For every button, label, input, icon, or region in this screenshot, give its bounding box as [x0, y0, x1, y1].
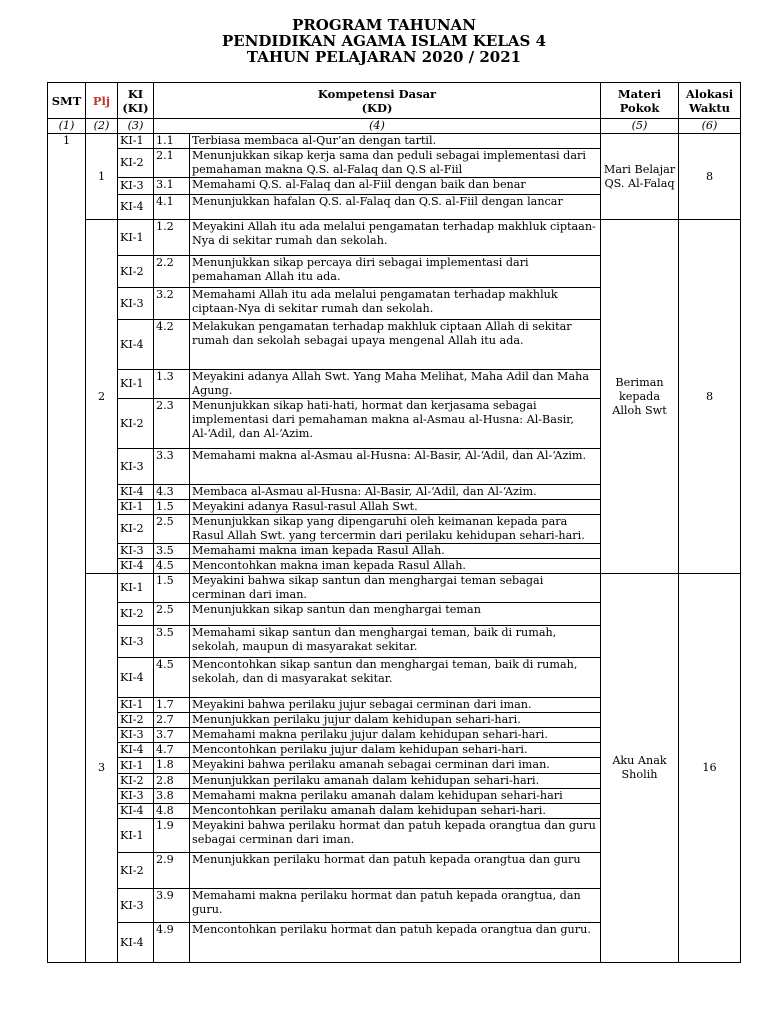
kd-text-cell: Meyakini bahwa perilaku amanah sebagai cerminan dari iman. — [190, 758, 601, 774]
kd-text-cell: Menunjukkan perilaku jujur dalam kehidupan sehari-hari. — [190, 713, 601, 728]
kd-text-cell: Memahami makna perilaku hormat dan patuh kepada orangtua, dan guru. — [190, 889, 601, 923]
kd-text-cell: Meyakini adanya Allah Swt. Yang Maha Melihat, Maha Adil dan Maha Agung. — [190, 370, 601, 399]
header-ki-line1: KI — [127, 86, 144, 101]
header-alokasi-line1: Alokasi — [685, 86, 734, 101]
kd-text-cell: Meyakini adanya Rasul-rasul Allah Swt. — [190, 500, 601, 515]
numbering-cell: (4) — [154, 119, 601, 134]
kd-number-cell: 4.2 — [154, 320, 190, 370]
materi-cell: Mari Belajar QS. Al-Falaq — [601, 134, 679, 220]
header-kd — [154, 83, 601, 119]
kd-number-cell: 4.3 — [154, 485, 190, 500]
alokasi-cell: 16 — [679, 574, 741, 963]
ki-cell: KI-4 — [118, 485, 154, 500]
ki-cell: KI-2 — [118, 515, 154, 544]
kd-number-cell: 4.9 — [154, 923, 190, 963]
ki-cell: KI-3 — [118, 889, 154, 923]
ki-cell: KI-1 — [118, 574, 154, 603]
kd-text-cell: Memahami makna iman kepada Rasul Allah. — [190, 544, 601, 559]
kd-number-cell: 3.5 — [154, 544, 190, 559]
alokasi-cell: 8 — [679, 220, 741, 574]
kd-text-cell: Mencontohkan perilaku jujur dalam kehidupan sehari-hari. — [190, 743, 601, 758]
table-row — [48, 574, 741, 603]
kd-number-cell: 4.1 — [154, 195, 190, 220]
kd-number-cell: 4.7 — [154, 743, 190, 758]
numbering-row — [48, 119, 741, 134]
ki-cell: KI-3 — [118, 288, 154, 320]
header-ki-line2: (KI) — [122, 100, 149, 115]
ki-cell: KI-3 — [118, 544, 154, 559]
semester-cell: 1 — [48, 134, 86, 963]
kd-number-cell: 1.1 — [154, 134, 190, 149]
ki-cell: KI-1 — [118, 758, 154, 774]
ki-cell: KI-4 — [118, 559, 154, 574]
kd-number-cell: 4.5 — [154, 658, 190, 698]
kd-number-cell: 2.2 — [154, 256, 190, 288]
table-row — [48, 134, 741, 149]
header-smt: SMT — [48, 83, 86, 119]
lesson-number-cell: 1 — [86, 134, 118, 220]
numbering-cell: (2) — [86, 119, 118, 134]
title-line-2: PENDIDIKAN AGAMA ISLAM KELAS 4 — [221, 32, 547, 50]
header-kd-line2: (KD) — [361, 100, 393, 115]
kd-number-cell: 1.5 — [154, 574, 190, 603]
numbering-cell: (5) — [601, 119, 679, 134]
ki-cell: KI-4 — [118, 658, 154, 698]
kd-number-cell: 2.1 — [154, 149, 190, 178]
kd-number-cell: 1.7 — [154, 698, 190, 713]
kd-text-cell: Meyakini bahwa perilaku hormat dan patuh kepada orangtua dan guru sebagai cerminan dari iman. — [190, 819, 601, 853]
kd-text-cell: Terbiasa membaca al-Qur’an dengan tartil. — [190, 134, 601, 149]
kd-text-cell: Menunjukkan sikap santun dan menghargai teman — [190, 603, 601, 626]
title-line-1: PROGRAM TAHUNAN — [292, 16, 476, 34]
numbering-cell: (6) — [679, 119, 741, 134]
numbering-cell: (3) — [118, 119, 154, 134]
header-alokasi-line2: Waktu — [688, 100, 730, 115]
kd-text-cell: Menunjukkan sikap kerja sama dan peduli sebagai implementasi dari pemahaman makna Q.S. al-Falaq dan Q.S al-Fiil — [190, 149, 601, 178]
ki-cell: KI-3 — [118, 789, 154, 804]
ki-cell: KI-3 — [118, 449, 154, 485]
kd-number-cell: 2.7 — [154, 713, 190, 728]
ki-cell: KI-2 — [118, 713, 154, 728]
ki-cell: KI-1 — [118, 698, 154, 713]
kd-text-cell: Mencontohkan makna iman kepada Rasul Allah. — [190, 559, 601, 574]
header-materi — [601, 83, 679, 119]
kd-number-cell: 2.3 — [154, 399, 190, 449]
kd-text-cell: Memahami makna perilaku jujur dalam kehidupan sehari-hari. — [190, 728, 601, 743]
header-ki — [118, 83, 154, 119]
kd-text-cell: Memahami makna perilaku amanah dalam kehidupan sehari-hari — [190, 789, 601, 804]
numbering-cell: (1) — [48, 119, 86, 134]
ki-cell: KI-3 — [118, 178, 154, 195]
kd-number-cell: 1.2 — [154, 220, 190, 256]
kd-number-cell: 2.5 — [154, 515, 190, 544]
kd-text-cell: Melakukan pengamatan terhadap makhluk ciptaan Allah di sekitar rumah dan sekolah sebagai upaya mengenal Allah itu ada. — [190, 320, 601, 370]
kd-number-cell: 3.2 — [154, 288, 190, 320]
header-kd-line1: Kompetensi Dasar — [317, 86, 437, 101]
kd-text-cell: Membaca al-Asmau al-Husna: Al-Basir, Al-‘Adil, dan Al-‘Azim. — [190, 485, 601, 500]
kd-number-cell: 3.8 — [154, 789, 190, 804]
header-alokasi — [679, 83, 741, 119]
kd-text-cell: Memahami sikap santun dan menghargai teman, baik di rumah, sekolah, maupun di masyarakat sekitar. — [190, 626, 601, 658]
program-table — [47, 82, 741, 963]
kd-text-cell: Menunjukkan hafalan Q.S. al-Falaq dan Q.S. al-Fiil dengan lancar — [190, 195, 601, 220]
alokasi-cell: 8 — [679, 134, 741, 220]
ki-cell: KI-3 — [118, 728, 154, 743]
header-materi-line2: Pokok — [619, 100, 660, 115]
ki-cell: KI-2 — [118, 603, 154, 626]
materi-cell: Aku Anak Sholih — [601, 574, 679, 963]
kd-number-cell: 3.7 — [154, 728, 190, 743]
kd-number-cell: 2.8 — [154, 774, 190, 789]
ki-cell: KI-1 — [118, 370, 154, 399]
kd-number-cell: 2.5 — [154, 603, 190, 626]
kd-text-cell: Menunjukkan sikap yang dipengaruhi oleh keimanan kepada para Rasul Allah Swt. yang tercermin dari perilaku kehidupan sehari-hari. — [190, 515, 601, 544]
kd-text-cell: Memahami Q.S. al-Falaq dan al-Fiil dengan baik dan benar — [190, 178, 601, 195]
ki-cell: KI-4 — [118, 195, 154, 220]
kd-text-cell: Memahami Allah itu ada melalui pengamatan terhadap makhluk ciptaan-Nya di sekitar rumah dan sekolah. — [190, 288, 601, 320]
kd-text-cell: Menunjukkan perilaku hormat dan patuh kepada orangtua dan guru — [190, 853, 601, 889]
kd-text-cell: Mencontohkan perilaku amanah dalam kehidupan sehari-hari. — [190, 804, 601, 819]
kd-number-cell: 4.8 — [154, 804, 190, 819]
ki-cell: KI-4 — [118, 320, 154, 370]
ki-cell: KI-2 — [118, 774, 154, 789]
ki-cell: KI-3 — [118, 626, 154, 658]
ki-cell: KI-2 — [118, 399, 154, 449]
kd-number-cell: 2.9 — [154, 853, 190, 889]
kd-text-cell: Menunjukkan sikap hati-hati, hormat dan kerjasama sebagai implementasi dari pemahaman makna al-Asmau al-Husna: Al-Basir, Al-‘Adil, dan Al-‘Azim. — [190, 399, 601, 449]
ki-cell: KI-4 — [118, 743, 154, 758]
kd-number-cell: 3.3 — [154, 449, 190, 485]
kd-number-cell: 3.9 — [154, 889, 190, 923]
kd-text-cell: Meyakini Allah itu ada melalui pengamatan terhadap makhluk ciptaan-Nya di sekitar rumah dan sekolah. — [190, 220, 601, 256]
table-row — [48, 220, 741, 256]
kd-number-cell: 1.3 — [154, 370, 190, 399]
kd-text-cell: Meyakini bahwa sikap santun dan menghargai teman sebagai cerminan dari iman. — [190, 574, 601, 603]
kd-number-cell: 3.5 — [154, 626, 190, 658]
ki-cell: KI-2 — [118, 853, 154, 889]
ki-cell: KI-1 — [118, 220, 154, 256]
kd-text-cell: Mencontohkan perilaku hormat dan patuh kepada orangtua dan guru. — [190, 923, 601, 963]
ki-cell: KI-1 — [118, 500, 154, 515]
header-row — [48, 83, 741, 119]
lesson-number-cell: 3 — [86, 574, 118, 963]
ki-cell: KI-4 — [118, 923, 154, 963]
kd-text-cell: Mencontohkan sikap santun dan menghargai teman, baik di rumah, sekolah, dan di masyarakat sekitar. — [190, 658, 601, 698]
kd-number-cell: 1.5 — [154, 500, 190, 515]
kd-text-cell: Meyakini bahwa perilaku jujur sebagai cerminan dari iman. — [190, 698, 601, 713]
ki-cell: KI-2 — [118, 256, 154, 288]
ki-cell: KI-2 — [118, 149, 154, 178]
table-body — [48, 134, 741, 963]
kd-number-cell: 3.1 — [154, 178, 190, 195]
header-materi-line1: Materi — [617, 86, 662, 101]
lesson-number-cell: 2 — [86, 220, 118, 574]
ki-cell: KI-4 — [118, 804, 154, 819]
ki-cell: KI-1 — [118, 819, 154, 853]
kd-text-cell: Menunjukkan sikap percaya diri sebagai implementasi dari pemahaman Allah itu ada. — [190, 256, 601, 288]
ki-cell: KI-1 — [118, 134, 154, 149]
kd-number-cell: 4.5 — [154, 559, 190, 574]
header-plj: Plj — [86, 83, 118, 119]
kd-text-cell: Memahami makna al-Asmau al-Husna: Al-Basir, Al-‘Adil, dan Al-‘Azim. — [190, 449, 601, 485]
title-line-3: TAHUN PELAJARAN 2020 / 2021 — [246, 48, 522, 66]
kd-number-cell: 1.8 — [154, 758, 190, 774]
kd-number-cell: 1.9 — [154, 819, 190, 853]
materi-cell: Beriman kepada Alloh Swt — [601, 220, 679, 574]
kd-text-cell: Menunjukkan perilaku amanah dalam kehidupan sehari-hari. — [190, 774, 601, 789]
